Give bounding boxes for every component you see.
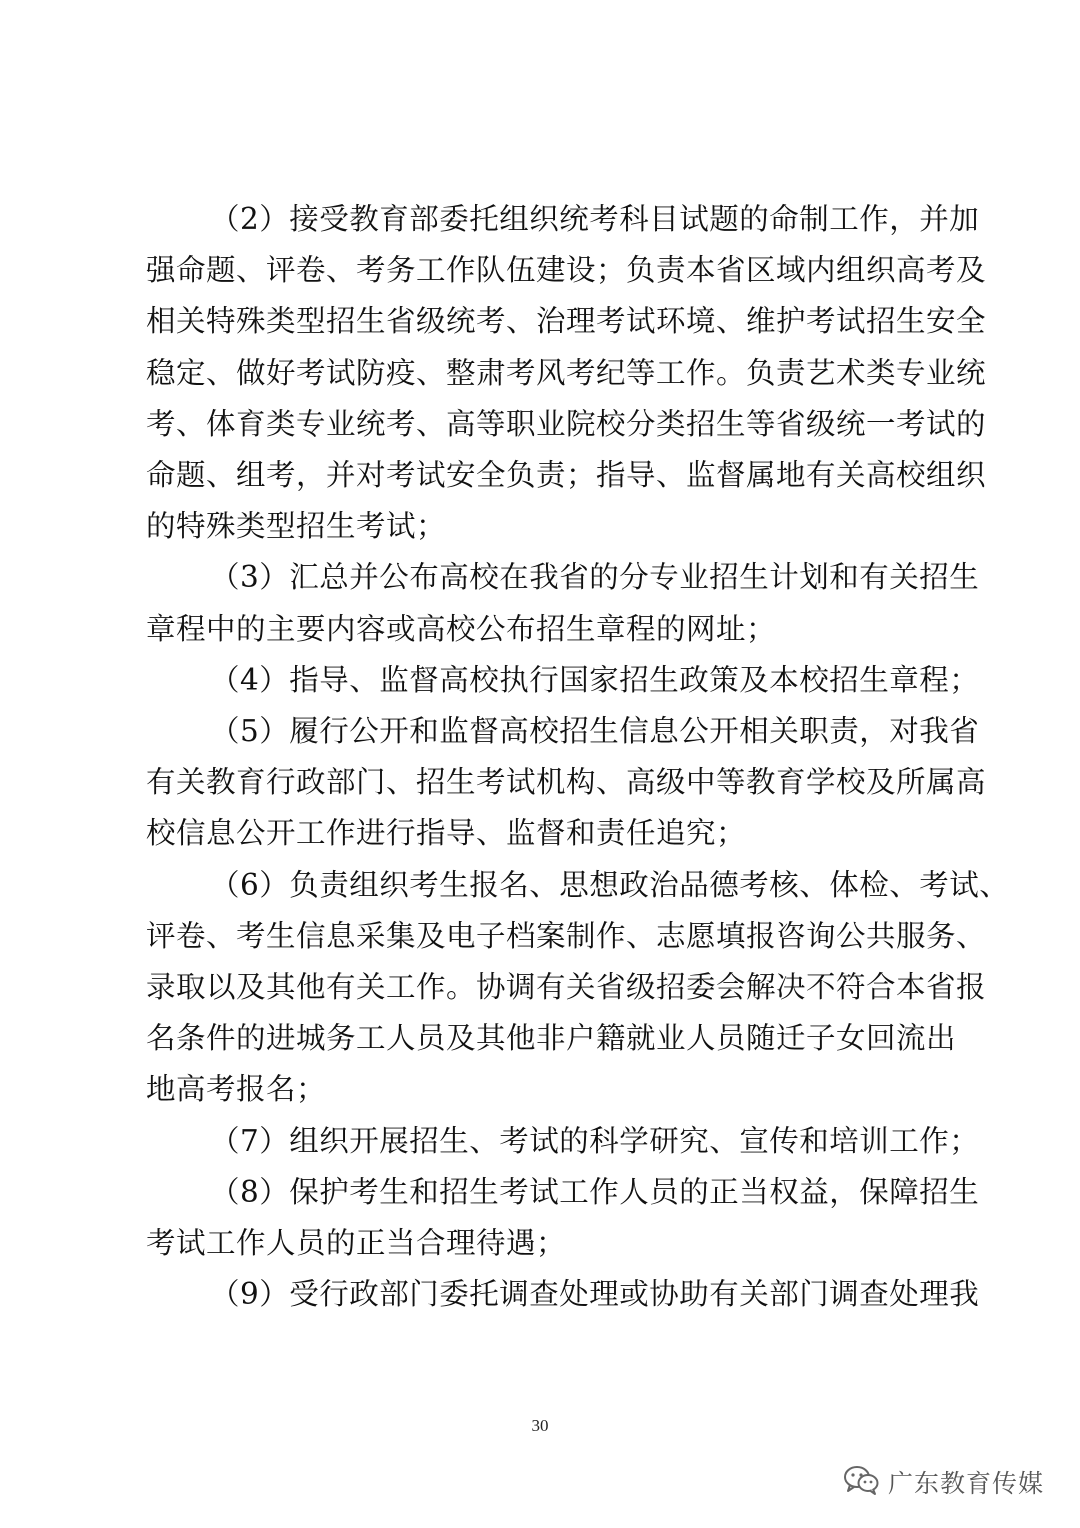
text-line: 地高考报名； <box>146 1072 327 1107</box>
text-line: （7）组织开展招生、考试的科学研究、宣传和培训工作； <box>210 1123 980 1158</box>
text-line: 有关教育行政部门、招生考试机构、高级中等教育学校及所属高 <box>146 765 987 800</box>
text-line: 考、体育类专业统考、高等职业院校分类招生等省级统一考试的 <box>146 406 987 441</box>
text-line: （9）受行政部门委托调查处理或协助有关部门调查处理我 <box>210 1277 980 1312</box>
text-line: 命题、组考，并对考试安全负责；指导、监督属地有关高校组织 <box>146 458 987 492</box>
text-line: （6）负责组织考生报名、思想政治品德考核、体检、考试、 <box>210 867 1010 902</box>
text-line: 强命题、评卷、考务工作队伍建设；负责本省区域内组织高考及 <box>146 253 987 288</box>
text-line: 考试工作人员的正当合理待遇； <box>146 1226 567 1260</box>
text-line: 章程中的主要内容或高校公布招生章程的网址； <box>146 611 777 646</box>
text-line: （5）履行公开和监督高校招生信息公开相关职责，对我省 <box>210 714 980 748</box>
text-line: （2）接受教育部委托组织统考科目试题的命制工作，并加 <box>210 202 980 236</box>
wechat-icon <box>842 1464 880 1500</box>
text-line: 名条件的进城务工人员及其他非户籍就业人员随迁子女回流出 <box>146 1021 957 1056</box>
text-line: （3）汇总并公布高校在我省的分专业招生计划和有关招生 <box>210 560 980 595</box>
text-line: 录取以及其他有关工作。协调有关省级招委会解决不符合本省报 <box>146 970 987 1004</box>
text-line: 的特殊类型招生考试； <box>146 509 447 544</box>
text-line: 相关特殊类型招生省级统考、治理考试环境、维护考试招生安全 <box>146 304 987 339</box>
text-line: （8）保护考生和招生考试工作人员的正当权益，保障招生 <box>210 1174 980 1209</box>
page-number: 30 <box>531 1416 549 1435</box>
text-line: 评卷、考生信息采集及电子档案制作、志愿填报咨询公共服务、 <box>146 918 987 953</box>
text-line: 校信息公开工作进行指导、监督和责任追究； <box>146 816 747 851</box>
text-line: 稳定、做好考试防疫、整肃考风考纪等工作。负责艺术类专业统 <box>146 355 987 390</box>
watermark <box>842 1462 1044 1502</box>
watermark-text: 广东教育传媒 <box>888 1469 1045 1498</box>
text-line: （4）指导、监督高校执行国家招生政策及本校招生章程； <box>210 662 980 697</box>
